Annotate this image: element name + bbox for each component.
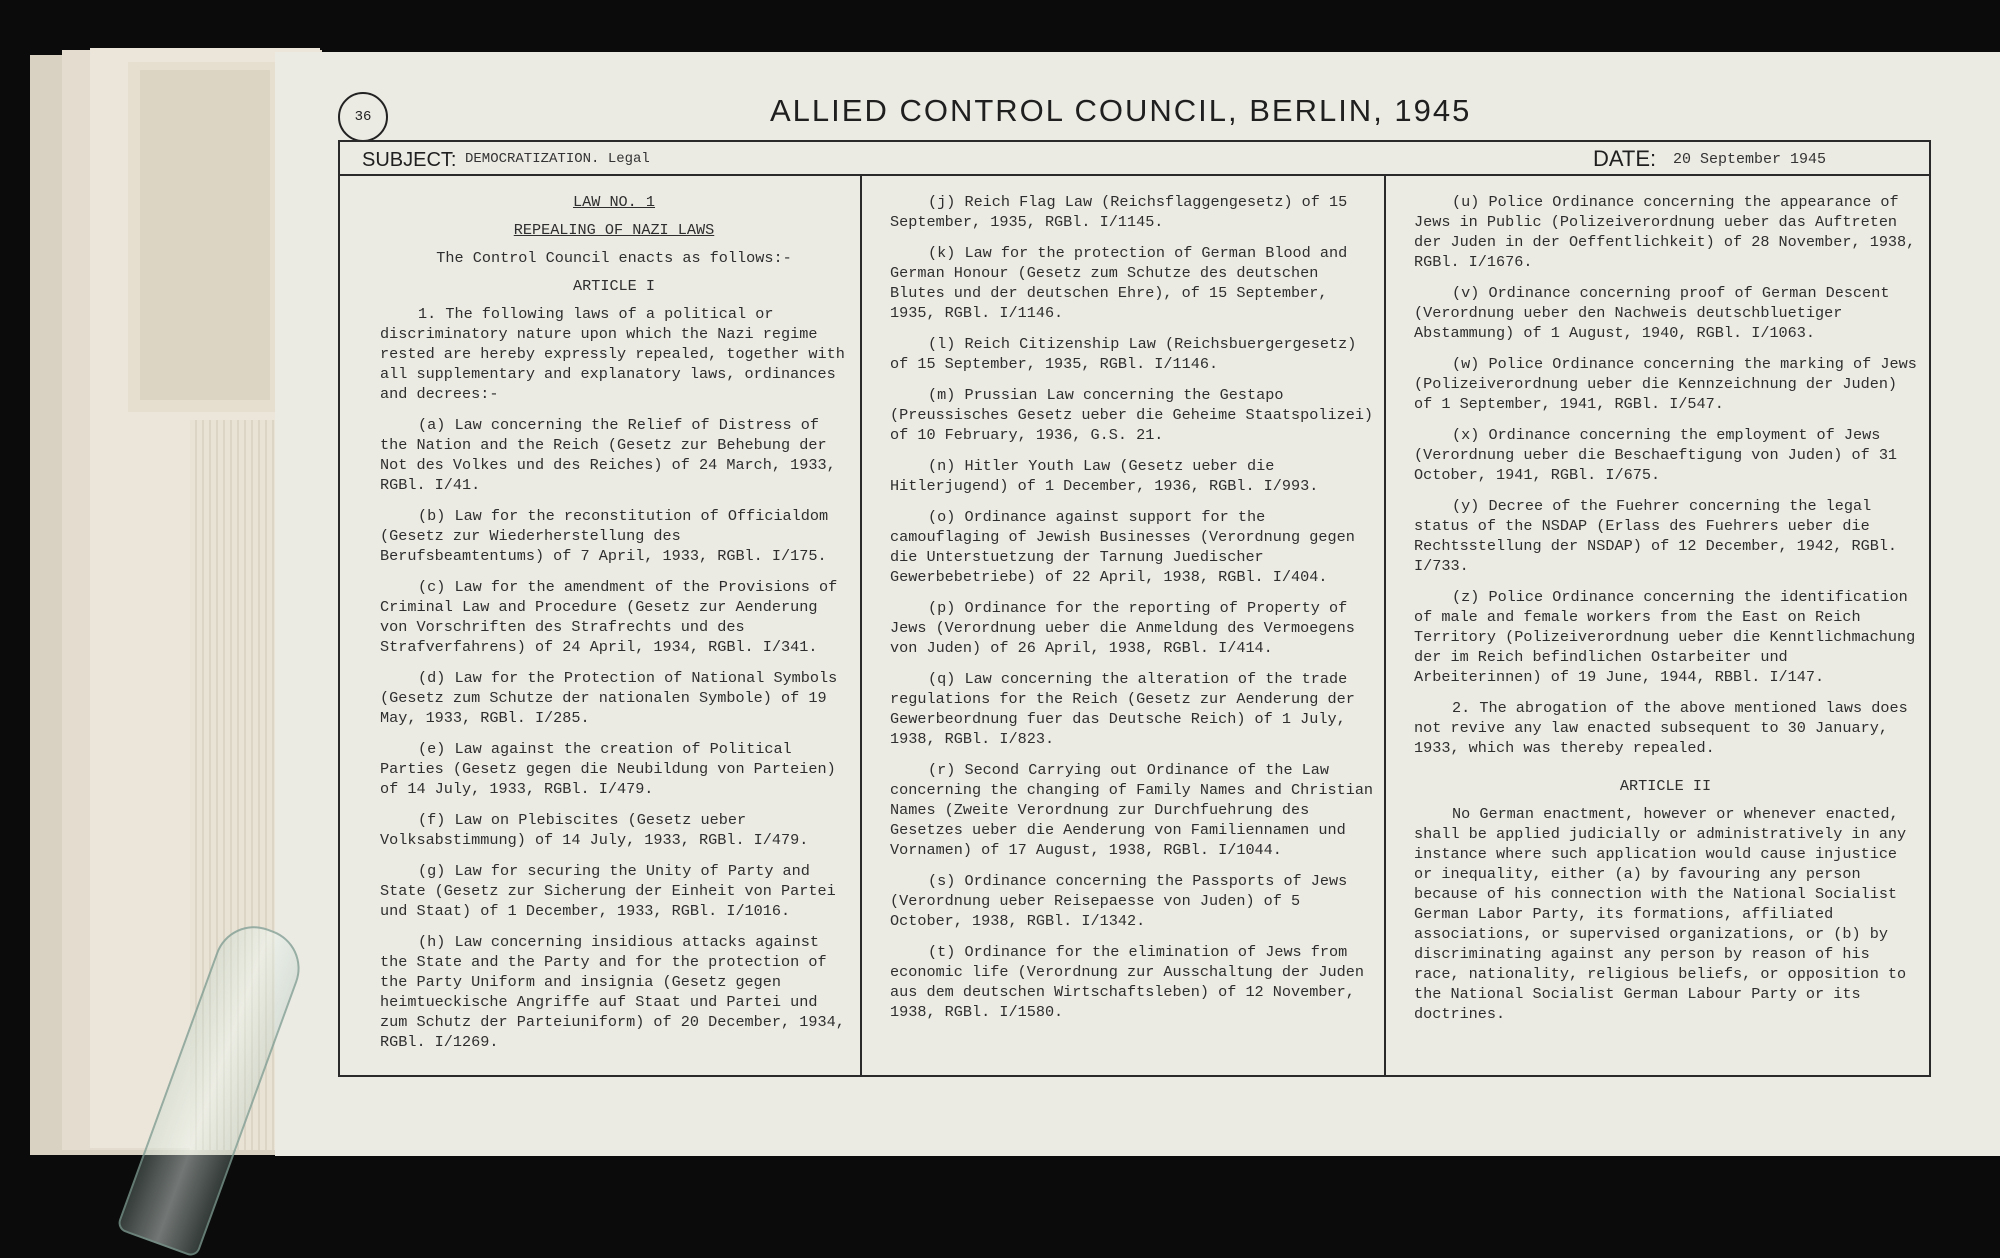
article-2-text: No German enactment, however or whenever enacted, shall be applied judicially or administratively in any instance where such application would cause injustice or inequality, either (a) by favouring any person because of his connection with the National Socialist German Labor Party, its formations, affiliated associations, or supervised organizations, or (b) by discriminating against any person by reason of his race, nationality, religious beliefs, or opposition to the National Socialist German Labour Party or its doctrines. bbox=[1414, 805, 1907, 1023]
law-title: LAW NO. 1 bbox=[572, 193, 656, 211]
law-paragraph: (n) Hitler Youth Law (Gesetz ueber die Hitlerjugend) of 1 December, 1936, RGBl. I/993. bbox=[890, 457, 1319, 495]
law-paragraph: (q) Law concerning the alteration of the trade regulations for the Reich (Gesetz zur Aenderung der Gewerbeordnung fuer das Deutsche Reich) of 1 July, 1938, RGBl. I/823. bbox=[890, 670, 1355, 748]
law-paragraph: (j) Reich Flag Law (Reichsflaggengesetz) of 15 September, 1935, RGBl. I/1145. bbox=[890, 193, 1348, 231]
law-intro: The Control Council enacts as follows:- bbox=[436, 249, 792, 267]
law-paragraph: (a) Law concerning the Relief of Distress of the Nation and the Reich (Gesetz zur Behebung der Not des Volkes und des Reiches) of 24 March, 1933, RGBl. I/41. bbox=[380, 416, 836, 494]
law-subtitle: REPEALING OF NAZI LAWS bbox=[513, 221, 715, 239]
law-paragraph: (e) Law against the creation of Political Parties (Gesetz gegen die Neubildung von Parteien) of 14 July, 1933, RGBl. I/479. bbox=[380, 740, 836, 798]
document-frame bbox=[338, 140, 1931, 1077]
article-heading: ARTICLE I bbox=[572, 277, 656, 295]
law-paragraph: (s) Ordinance concerning the Passports of Jews (Verordnung ueber Reisepaesse von Juden) of 5 October, 1938, RGBl. I/1342. bbox=[890, 872, 1348, 930]
text-column-3 bbox=[1386, 176, 1929, 1075]
subject-value: DEMOCRATIZATION. Legal bbox=[465, 151, 650, 167]
law-paragraph: (c) Law for the amendment of the Provisions of Criminal Law and Procedure (Gesetz zur Aenderung von Vorschriften des Strafrechts und des Strafverfahrens) of 24 April, 1934, RGBl. I/341. bbox=[380, 578, 838, 656]
law-paragraph: (d) Law for the Protection of National Symbols (Gesetz zum Schutze der nationalen Symbole) of 19 May, 1933, RGBl. I/285. bbox=[380, 669, 838, 727]
date-value: 20 September 1945 bbox=[1673, 151, 1827, 168]
subject-label: SUBJECT: bbox=[362, 149, 457, 171]
header-row bbox=[340, 142, 1929, 176]
law-paragraph: (u) Police Ordinance concerning the appearance of Jews in Public (Polizeiverordnung ueber das Auftreten der Juden in der Oeffentlichkeit) of 28 November, 1938, RGBl. I/1676. bbox=[1414, 193, 1916, 271]
folded-page-corner bbox=[140, 70, 270, 400]
law-paragraph: 1. The following laws of a political or discriminatory nature upon which the Nazi regime rested are hereby expressly repealed, together with all supplementary and explanatory laws, ordinances and decrees:- bbox=[380, 305, 845, 403]
law-paragraph: (x) Ordinance concerning the employment of Jews (Verordnung ueber die Beschaeftigung von Juden) of 31 October, 1941, RGBl. I/675. bbox=[1414, 426, 1898, 484]
law-paragraph: (f) Law on Plebiscites (Gesetz ueber Volksabstimmung) of 14 July, 1933, RGBl. I/479. bbox=[380, 811, 809, 849]
law-paragraph: (k) Law for the protection of German Blood and German Honour (Gesetz zum Schutze des deutschen Blutes und der deutschen Ehre), of 15 September, 1935, RGBl. I/1146. bbox=[890, 244, 1348, 322]
page-title: ALLIED CONTROL COUNCIL, BERLIN, 1945 bbox=[770, 93, 1472, 128]
law-paragraph: (h) Law concerning insidious attacks against the State and the Party and for the protection of the Party Uniform and insignia (Gesetz gegen heimtueckische Angriffe auf Staat und Partei und zum Schutz der Parteiuniform) of 20 December, 1934, RGBl. I/1269. bbox=[380, 933, 845, 1051]
law-paragraph: (r) Second Carrying out Ordinance of the Law concerning the changing of Family Names and Christian Names (Zweite Verordnung zur Durchfuehrung des Gesetzes ueber die Aenderung von Familiennamen und Vornamen) of 17 August, 1938, RGBl. I/1044. bbox=[890, 761, 1374, 859]
law-paragraph: (p) Ordinance for the reporting of Property of Jews (Verordnung ueber die Anmeldung des Vermoegens von Juden) of 26 April, 1938, RGBl. I/414. bbox=[890, 599, 1355, 657]
law-paragraph: (z) Police Ordinance concerning the identification of male and female workers from the East on Reich Territory (Polizeiverordnung ueber die Kenntlichmachung der im Reich befindlichen Ostarbeiter und Arbeiterinnen) of 19 June, 1944, RBBl. I/147. bbox=[1414, 588, 1916, 686]
law-paragraph: (y) Decree of the Fuehrer concerning the legal status of the NSDAP (Erlass des Fuehrers ueber die Rechtsstellung der NSDAP) of 12 December, 1942, RGBl. I/733. bbox=[1414, 497, 1898, 575]
law-paragraph: (t) Ordinance for the elimination of Jews from economic life (Verordnung zur Ausschaltung der Juden aus dem deutschen Wirtschaftsleben) of 12 November, 1938, RGBl. I/1580. bbox=[890, 943, 1364, 1021]
law-paragraph: (m) Prussian Law concerning the Gestapo (Preussisches Gesetz ueber die Geheime Staatspolizei) of 10 February, 1936, G.S. 21. bbox=[890, 386, 1374, 444]
law-paragraph: (w) Police Ordinance concerning the marking of Jews (Polizeiverordnung ueber die Kennzeichnung der Juden) of 1 September, 1941, RGBl. I/547. bbox=[1414, 355, 1917, 413]
text-column-2 bbox=[862, 176, 1386, 1075]
page-number: 36 bbox=[338, 92, 388, 142]
law-paragraph: (b) Law for the reconstitution of Officialdom (Gesetz zur Wiederherstellung des Berufsbeamtentums) of 7 April, 1933, RGBl. I/175. bbox=[380, 507, 829, 565]
date-label: DATE: bbox=[1593, 146, 1657, 171]
law-paragraph: 2. The abrogation of the above mentioned laws does not revive any law enacted subsequent to 30 January, 1933, which was thereby repealed. bbox=[1414, 699, 1908, 757]
law-paragraph: (v) Ordinance concerning proof of German Descent (Verordnung ueber den Nachweis deutschbluetiger Abstammung) of 1 August, 1940, RGBl. I/1063. bbox=[1414, 284, 1890, 342]
law-paragraph: (o) Ordinance against support for the camouflaging of Jewish Businesses (Verordnung gegen die Unterstuetzung der Tarnung Juedischer Gewerbebetriebe) of 22 April, 1938, RGBl. I/404. bbox=[890, 508, 1355, 586]
text-column-1 bbox=[340, 176, 862, 1075]
article-heading: ARTICLE II bbox=[1619, 777, 1712, 795]
law-paragraph: (l) Reich Citizenship Law (Reichsbuergergesetz) of 15 September, 1935, RGBl. I/1146. bbox=[890, 335, 1357, 373]
law-paragraph: (g) Law for securing the Unity of Party and State (Gesetz zur Sicherung der Einheit von Partei und Staat) of 1 December, 1933, RGBl. I/1016. bbox=[380, 862, 836, 920]
